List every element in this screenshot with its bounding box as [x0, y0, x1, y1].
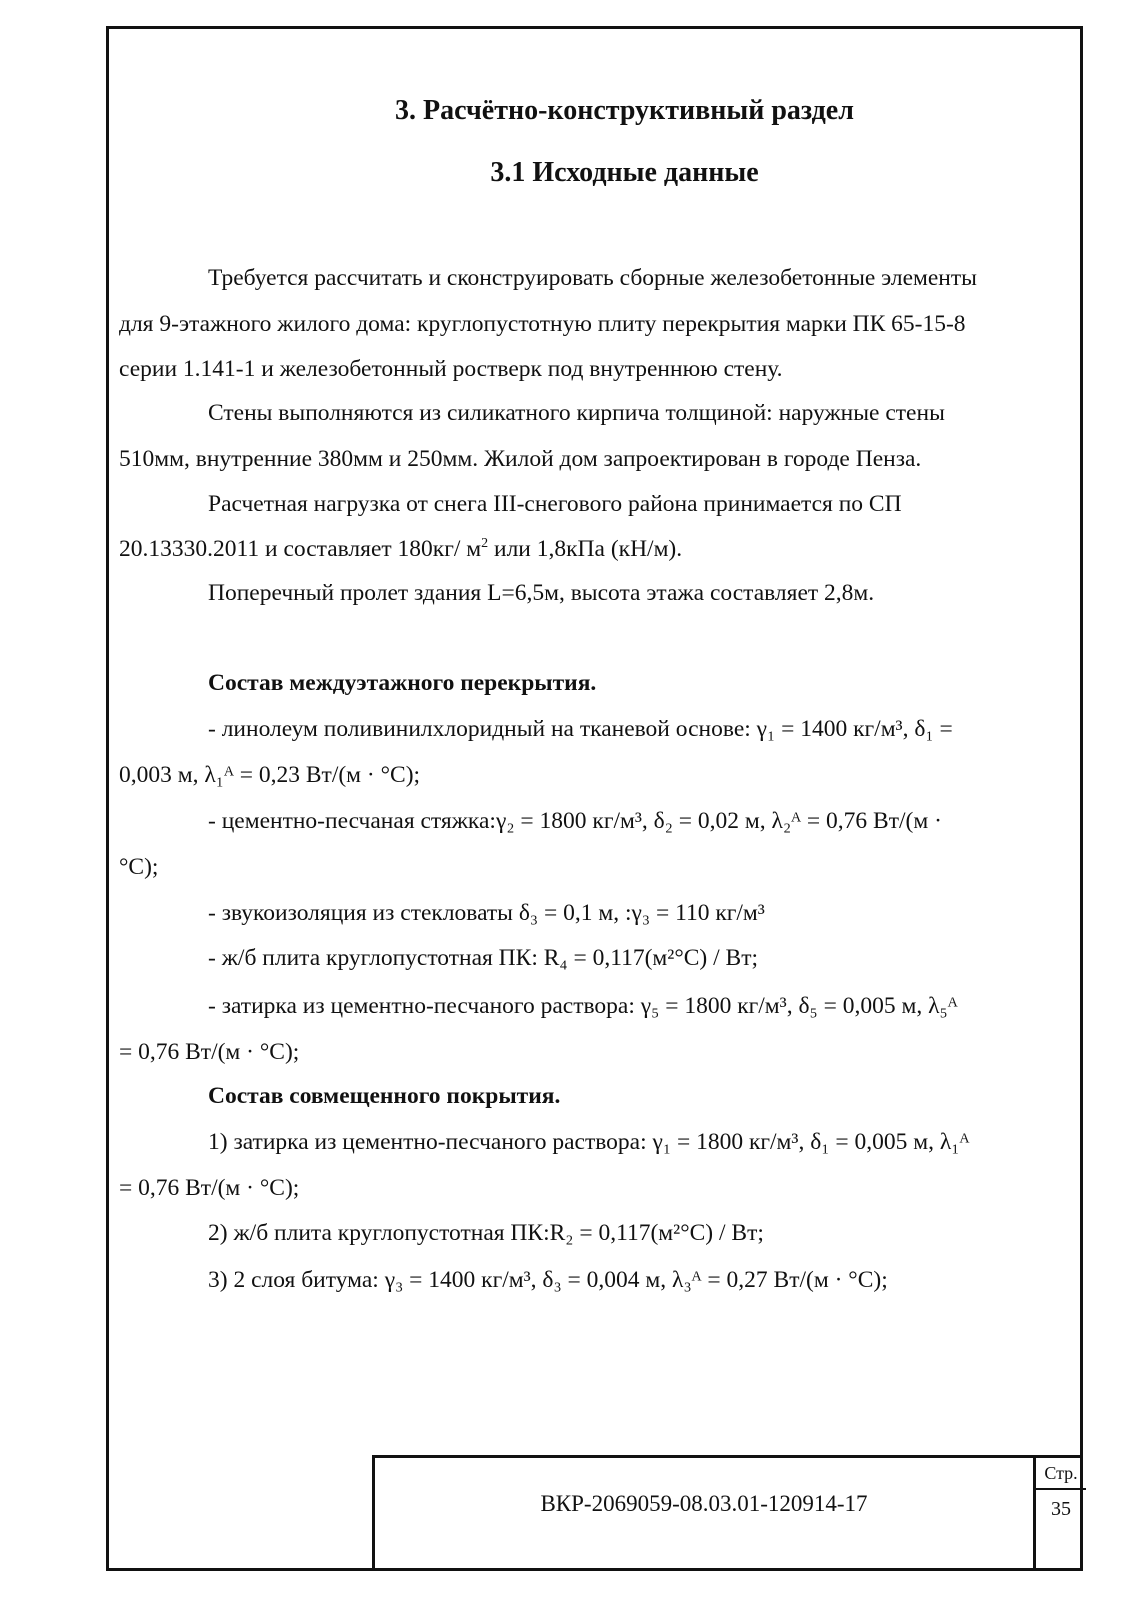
roof-item2: 2) ж/б плита круглопустотная ПК:R₂ = 0,117(м²°С) / Вт; [208, 1220, 764, 1246]
section-heading: 3. Расчётно-конструктивный раздел [395, 95, 854, 126]
subsection-heading: 3.1 Исходные данные [490, 157, 759, 188]
page-border-frame [106, 26, 1083, 1571]
para1-line1: Требуется рассчитать и сконструировать сборные железобетонные элементы [208, 265, 977, 291]
para3-line2-a: 20.13330.2011 и составляет 180кг/ м [119, 536, 482, 562]
floor-item5-line2: = 0,76 Вт/(м · °С); [119, 1039, 300, 1065]
page-number-cell [1033, 1458, 1086, 1568]
squared-superscript: 2 [481, 536, 489, 552]
floor-item5-line1: - затирка из цементно-песчаного раствора: γ₅ = 1800 кг/м³, δ₅ = 0,005 м, λ₅ᴬ [208, 993, 958, 1019]
floor-item2-line1: - цементно-песчаная стяжка:γ₂ = 1800 кг/м³, δ₂ = 0,02 м, λ₂ᴬ = 0,76 Вт/(м · [208, 808, 942, 834]
para4-line: Поперечный пролет здания L=6,5м, высота этажа составляет 2,8м. [208, 580, 875, 606]
para2-line1: Стены выполняются из силикатного кирпича толщиной: наружные стены [208, 400, 945, 426]
title-block-stamp [372, 1455, 1083, 1568]
roof-item3: 3) 2 слоя битума: γ₃ = 1400 кг/м³, δ₃ = 0,004 м, λ₃ᴬ = 0,27 Вт/(м · °С); [208, 1267, 888, 1293]
para1-line3: серии 1.141-1 и железобетонный ростверк под внутреннюю стену. [119, 356, 783, 382]
floor-item1-line1: - линолеум поливинилхлоридный на тканевой основе: γ₁ = 1400 кг/м³, δ₁ = [208, 716, 953, 742]
floor-item3: - звукоизоляция из стекловаты δ₃ = 0,1 м, :γ₃ = 110 кг/м³ [208, 900, 765, 926]
para3-line1: Расчетная нагрузка от снега III-снегового района принимается по СП [208, 491, 902, 517]
page-number: 35 [1051, 1498, 1071, 1520]
floor-item4: - ж/б плита круглопустотная ПК: R₄ = 0,117(м²°С) / Вт; [208, 945, 759, 971]
para3-line2 [119, 538, 682, 562]
document-code: ВКР-2069059-08.03.01-120914-17 [540, 1491, 868, 1516]
roof-composition-title: Состав совмещенного покрытия. [208, 1083, 561, 1109]
para3-line2-b: или 1,8кПа (кН/м). [488, 536, 683, 562]
floor-item1-line2: 0,003 м, λ₁ᴬ = 0,23 Вт/(м · °С); [119, 762, 421, 788]
para1-line2: для 9-этажного жилого дома: круглопустотную плиту перекрытия марки ПК 65-15-8 [119, 311, 966, 337]
page-label: Стр. [1036, 1458, 1086, 1490]
floor-composition-title: Состав междуэтажного перекрытия. [208, 670, 597, 696]
floor-item2-line2: °С); [119, 854, 159, 880]
roof-item1-line1: 1) затирка из цементно-песчаного раствора: γ₁ = 1800 кг/м³, δ₁ = 0,005 м, λ₁ᴬ [208, 1129, 970, 1155]
para2-line2: 510мм, внутренние 380мм и 250мм. Жилой дом запроектирован в городе Пенза. [119, 446, 922, 472]
roof-item1-line2: = 0,76 Вт/(м · °С); [119, 1175, 300, 1201]
